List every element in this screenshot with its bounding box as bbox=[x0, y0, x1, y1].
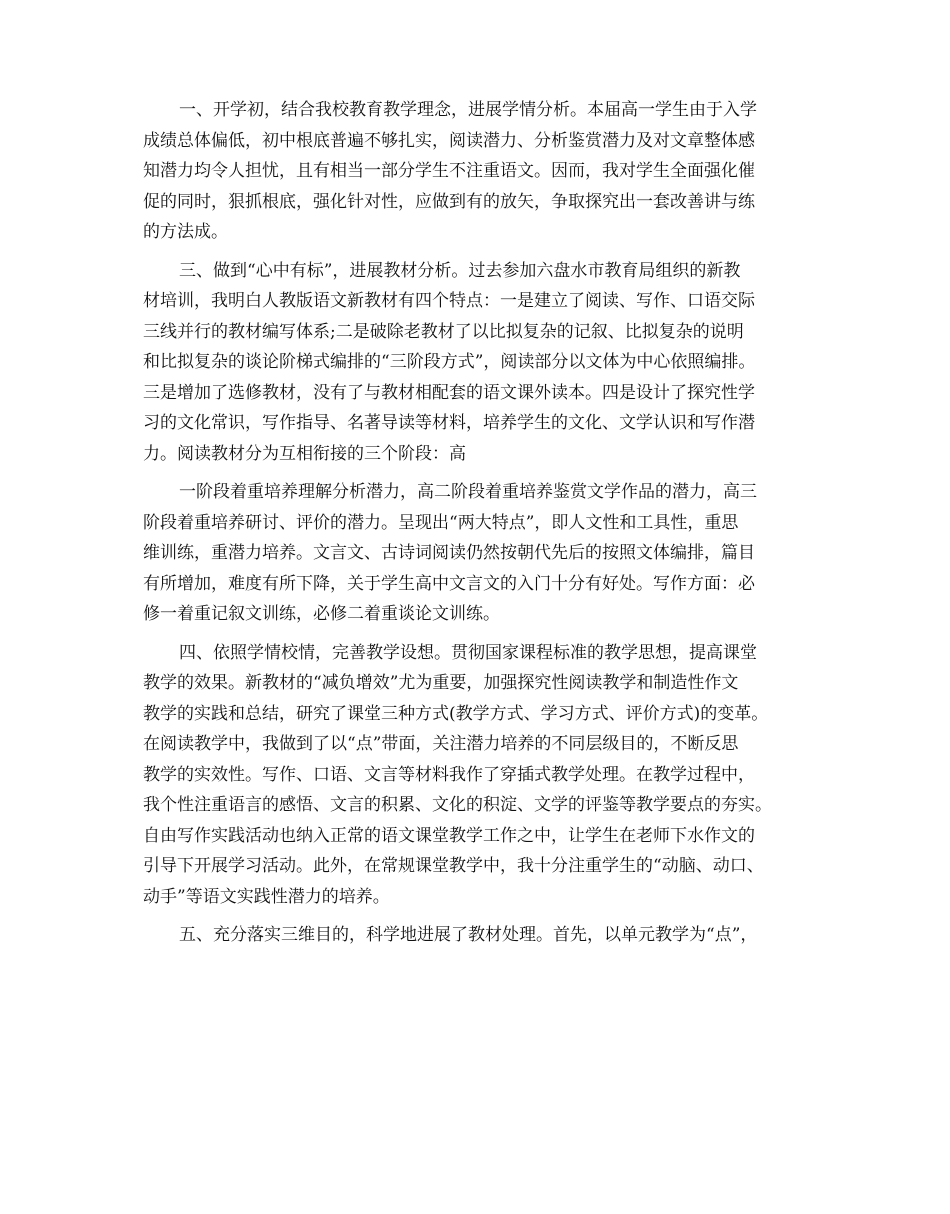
text-line: 维训练，重潜力培养。文言文、古诗词阅读仍然按朝代先后的按照文体编排，篇目 bbox=[143, 543, 755, 563]
text-line: 阶段着重培养研讨、评价的潜力。呈现出“两大特点”，即人文性和工具性，重思 bbox=[143, 512, 739, 533]
text-line: 有所增加，难度有所下降，关于学生高中文言文的入门十分有好处。写作方面：必 bbox=[143, 573, 755, 594]
text-line: 三线并行的教材编写体系;二是破除老教材了以比拟复杂的记叙、比拟复杂的说明 bbox=[143, 321, 744, 342]
document-body bbox=[143, 95, 813, 951]
text-line: 动手”等语文实践性潜力的培养。 bbox=[143, 886, 390, 907]
text-line: 一、开学初，结合我校教育教学理念，进展学情分析。本届高一学生由于入学 bbox=[179, 100, 757, 120]
text-line: 五、充分落实三维目的，科学地进展了教材处理。首先，以单元教学为“点”， bbox=[179, 925, 758, 945]
text-line: 修一着重记叙文训练，必修二着重谈论文训练。 bbox=[143, 604, 500, 624]
text-line: 力。阅读教材分为互相衔接的三个阶段：高 bbox=[143, 443, 466, 464]
text-line: 四、依照学情校情，完善教学设想。贯彻国家课程标准的教学思想，提高课堂 bbox=[179, 642, 757, 663]
text-line: 我个性注重语言的感悟、文言的积累、文化的积淀、文学的评鉴等教学要点的夯实。 bbox=[143, 795, 772, 815]
text-line: 教学的效果。新教材的“减负增效”尤为重要，加强探究性阅读教学和制造性作文 bbox=[143, 673, 739, 693]
text-line: 成绩总体偏低，初中根底普遍不够扎实，阅读潜力、分析鉴赏潜力及对文章整体感 bbox=[143, 130, 755, 151]
paragraph-gap bbox=[143, 469, 813, 477]
text-line: 在阅读教学中，我做到了以“点”带面，关注潜力培养的不同层级目的，不断反思 bbox=[143, 734, 739, 754]
paragraph-1 bbox=[143, 95, 813, 248]
paragraph-5 bbox=[143, 920, 813, 951]
paragraph-gap bbox=[143, 248, 813, 256]
text-line: 三、做到“心中有标”，进展教材分析。过去参加六盘水市教育局组织的新教 bbox=[179, 260, 741, 281]
text-line: 促的同时，狠抓根底，强化针对性，应做到有的放矢，争取探究出一套改善讲与练 bbox=[143, 191, 755, 212]
text-line: 的方法成。 bbox=[143, 222, 228, 242]
text-line: 引导下开展学习活动。此外，在常规课堂教学中，我十分注重学生的“动脑、动口、 bbox=[143, 856, 764, 876]
text-line: 习的文化常识，写作指导、名著导读等材料，培养学生的文化、文学认识和写作潜 bbox=[143, 413, 755, 433]
text-line: 三是增加了选修教材，没有了与教材相配套的语文课外读本。四是设计了探究性学 bbox=[143, 382, 755, 403]
paragraph-4 bbox=[143, 638, 813, 913]
paragraph-gap bbox=[143, 630, 813, 638]
paragraph-2 bbox=[143, 256, 813, 470]
text-line: 教学的实效性。写作、口语、文言等材料我作了穿插式教学处理。在教学过程中， bbox=[143, 764, 755, 785]
text-line: 知潜力均令人担忧，且有相当一部分学生不注重语文。因而，我对学生全面强化催 bbox=[143, 161, 755, 181]
paragraph-gap bbox=[143, 912, 813, 920]
paragraph-3 bbox=[143, 477, 813, 630]
text-line: 材培训，我明白人教版语文新教材有四个特点：一是建立了阅读、写作、口语交际 bbox=[143, 291, 755, 311]
text-line: 教学的实践和总结，研究了课堂三种方式(教学方式、学习方式、评价方式)的变革。 bbox=[143, 703, 769, 724]
text-line: 和比拟复杂的谈论阶梯式编排的“三阶段方式”，阅读部分以文体为中心依照编排。 bbox=[143, 352, 756, 372]
text-line: 自由写作实践活动也纳入正常的语文课堂教学工作之中，让学生在老师下水作文的 bbox=[143, 825, 755, 846]
text-line: 一阶段着重培养理解分析潜力，高二阶段着重培养鉴赏文学作品的潜力，高三 bbox=[179, 482, 757, 502]
